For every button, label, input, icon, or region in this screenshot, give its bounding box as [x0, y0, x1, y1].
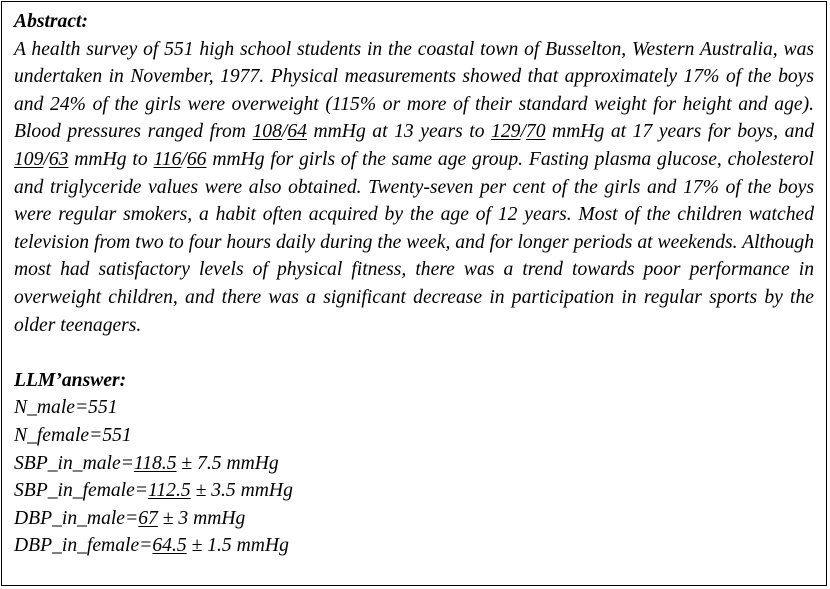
abstract-text: / — [520, 121, 526, 143]
answer-line-dbp-male — [14, 505, 814, 533]
abstract-underlined-value: 70 — [525, 121, 546, 143]
answer-label: SBP_in_female= — [14, 480, 149, 502]
abstract-text: A health survey of 551 high school students in the coastal town of Busselton, Western Australia, was undertaken in November, 1977. Physical measurements showed that approximately 17% of the boys and 24% of the girls were overweight (115% or more of their standard weight for height and age). Blood pressures ranged from — [14, 38, 814, 143]
abstract-underlined-value: 129 — [491, 121, 521, 143]
abstract-heading: Abstract: — [14, 11, 89, 32]
answer-heading: LLM’answer: — [14, 369, 127, 391]
abstract-underlined-value: 109 — [14, 148, 44, 170]
answer-value: 67 — [138, 507, 158, 529]
answer-line-sbp-male — [14, 450, 814, 478]
answer-suffix: ± 7.5 mmHg — [176, 452, 279, 474]
answer-line-sbp-female — [14, 477, 814, 505]
document-frame — [1, 1, 827, 586]
answer-label: DBP_in_male= — [14, 507, 139, 529]
abstract-underlined-value: 66 — [186, 148, 207, 170]
answer-value: 112.5 — [148, 480, 191, 502]
abstract-underlined-value: 108 — [252, 121, 282, 143]
abstract-text: / — [181, 148, 187, 170]
abstract-underlined-value: 64 — [287, 121, 307, 143]
answer-value: 64.5 — [152, 535, 187, 557]
answer-suffix: ± 3.5 mmHg — [190, 480, 293, 502]
abstract-text: mmHg at 17 years for boys, and — [545, 121, 815, 143]
answer-suffix: ± 3 mmHg — [157, 507, 246, 529]
abstract-text: mmHg for girls of the same age group. Fasting plasma glucose, cholesterol and triglyceride values were also obtained. Twenty-seven per cent of the girls and 17% of the boys were regular smokers, a habit often acquired by the age of 12 years. Most of the children watched television from two to four hours daily during the week, and for longer periods at weekends. Although most had satisfactory levels of physical fitness, there was a trend towards poor performance in overweight children, and there was a significant decrease in participation in regular sports by the older teenagers. — [14, 148, 814, 336]
abstract-text: mmHg at 13 years to — [306, 121, 492, 143]
answer-line-dbp-female — [14, 532, 814, 560]
abstract-text: / — [281, 121, 288, 143]
abstract-body — [14, 36, 814, 340]
answer-label: DBP_in_female= — [14, 535, 153, 557]
answer-suffix: ± 1.5 mmHg — [186, 535, 289, 557]
abstract-underlined-value: 116 — [153, 148, 182, 170]
section-spacer — [14, 339, 814, 367]
abstract-text: / — [43, 148, 49, 170]
answer-label: N_male=551 — [14, 397, 118, 419]
answer-label: SBP_in_male= — [14, 452, 134, 474]
abstract-underlined-value: 63 — [48, 148, 69, 170]
abstract-text: mmHg to — [68, 148, 154, 170]
answer-value: 118.5 — [133, 452, 177, 474]
answer-line-n-female — [14, 422, 814, 450]
answer-line-n-male — [14, 394, 814, 422]
answer-label: N_female=551 — [14, 424, 132, 446]
